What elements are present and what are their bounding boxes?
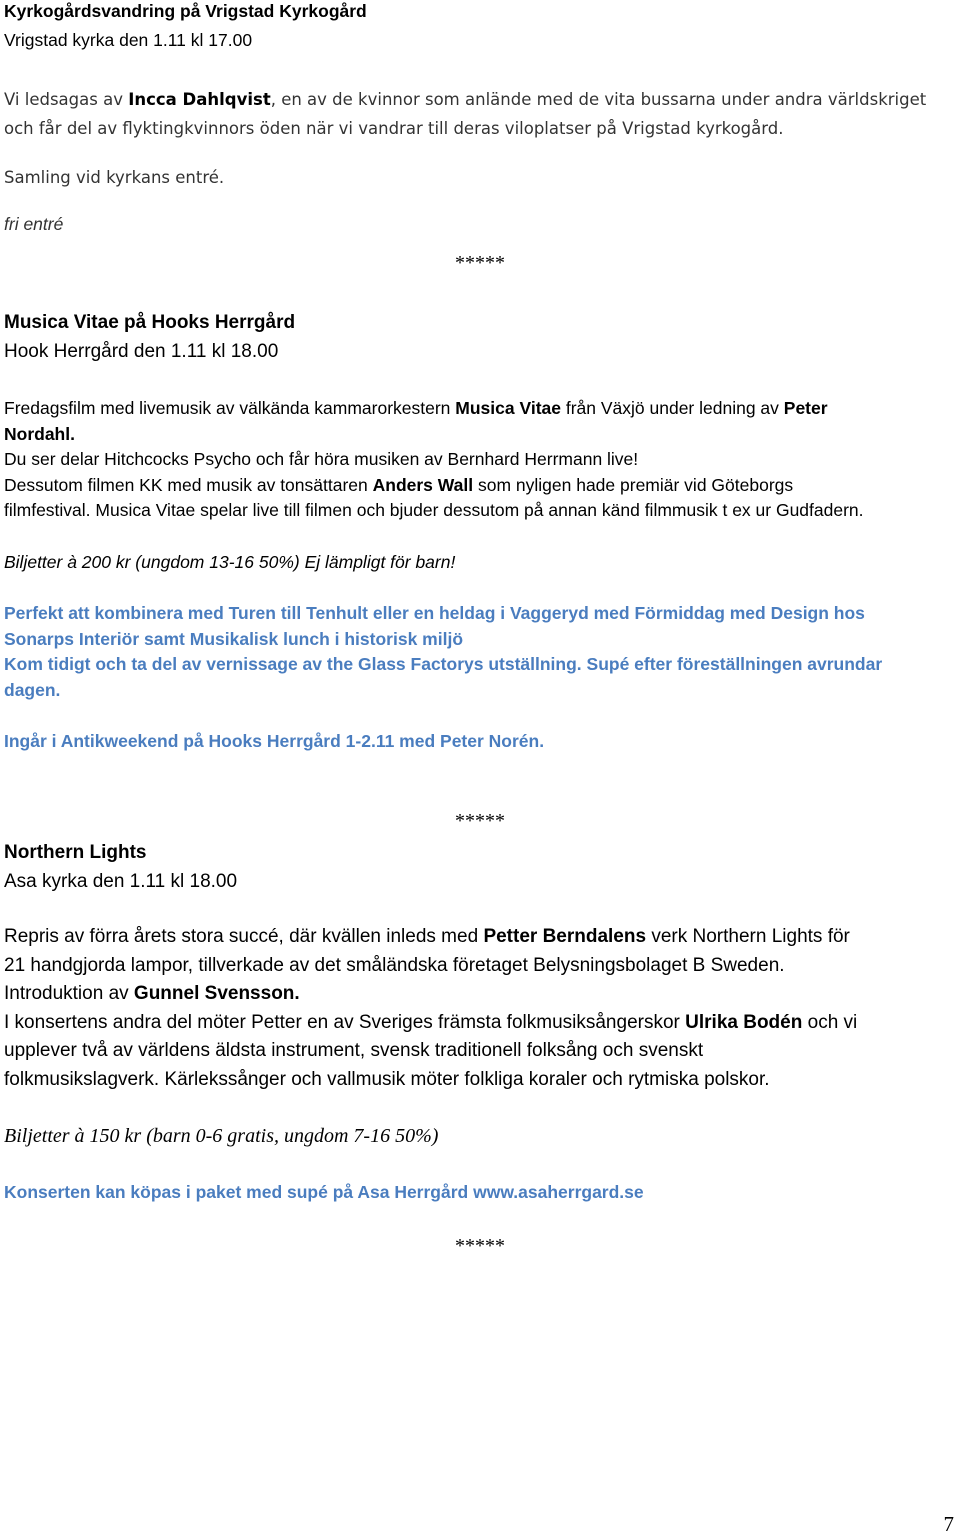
guide-name: Incca Dahlqvist	[128, 90, 271, 109]
event2-antikweekend: Ingår i Antikweekend på Hooks Herrgård 1-2.11 med Peter Norén.	[4, 731, 545, 751]
event3-title: Northern Lights	[4, 842, 147, 863]
event2-title: Musica Vitae på Hooks Herrgård	[4, 312, 296, 333]
event2-header	[4, 308, 956, 366]
event1-description: Vi ledsagas av Incca Dahlqvist, en av de kvinnor som anlände med de vita bussarna under andra världskriget och får del av flyktingkvinnors öden när vi vandrar till deras viloplatser på Vrigstad kyrkogård.	[4, 90, 927, 138]
event1-header	[4, 0, 956, 55]
event3-header	[4, 838, 956, 896]
event1-title: Kyrkogårdsvandring på Vrigstad Kyrkogård	[4, 1, 367, 21]
separator-3: *****	[455, 1235, 505, 1257]
event2-description: Fredagsfilm med livemusik av välkända kammarorkestern Musica Vitae från Växjö under ledning av Peter Nordahl. Du ser delar Hitchcocks Psycho och får höra musiken av Bernhard Herrmann live! Dessutom filmen KK med musik av tonsättaren Anders Wall som nyligen hade premiär vid Göteborgs filmfestival. Musica Vitae spelar live till filmen och bjuder dessutom på annan känd filmmusik t ex ur Gudfadern.	[4, 398, 864, 520]
event3-description: Repris av förra årets stora succé, där kvällen inleds med Petter Berndalens verk Northern Lights för 21 handgjorda lampor, tillverkade av det småländska företaget Belysningsbolaget B Sweden. Introduktion av Gunnel Svensson. I konsertens andra del möter Petter en av Sveriges främsta folkmusiksångerskor Ulrika Bodén och vi upplever två av världens äldsta instrument, svensk traditionell folksång och svenskt folkmusikslagverk. Kärlekssånger och vallmusik möter folkliga koraler och rytmiska polskor.	[4, 926, 858, 1090]
event3-package-info: Konserten kan köpas i paket med supé på Asa Herrgård www.asaherrgard.se	[4, 1182, 644, 1202]
page-number: 7	[943, 1512, 954, 1536]
event3-when: Asa kyrka den 1.11 kl 18.00	[4, 871, 238, 892]
event1-gather: Samling vid kyrkans entré.	[4, 168, 225, 187]
event3-price: Biljetter à 150 kr (barn 0-6 gratis, ungdom 7-16 50%)	[4, 1125, 439, 1147]
event2-combo-info: Perfekt att kombinera med Turen till Tenhult eller en heldag i Vaggeryd med Förmiddag med Design hos Sonarps Interiör samt Musikalisk lunch i historisk miljö Kom tidigt och ta del av vernissage av the Glass Factorys utställning. Supé efter föreställningen avrundar dagen.	[4, 603, 883, 700]
event2-when: Hook Herrgård den 1.11 kl 18.00	[4, 341, 279, 362]
event2-price: Biljetter à 200 kr (ungdom 13-16 50%) Ej lämpligt för barn!	[4, 552, 456, 572]
separator-2: *****	[455, 810, 505, 832]
event1-when: Vrigstad kyrka den 1.11 kl 17.00	[4, 30, 253, 50]
event1-price: fri entré	[4, 214, 64, 234]
separator-1: *****	[455, 252, 505, 274]
